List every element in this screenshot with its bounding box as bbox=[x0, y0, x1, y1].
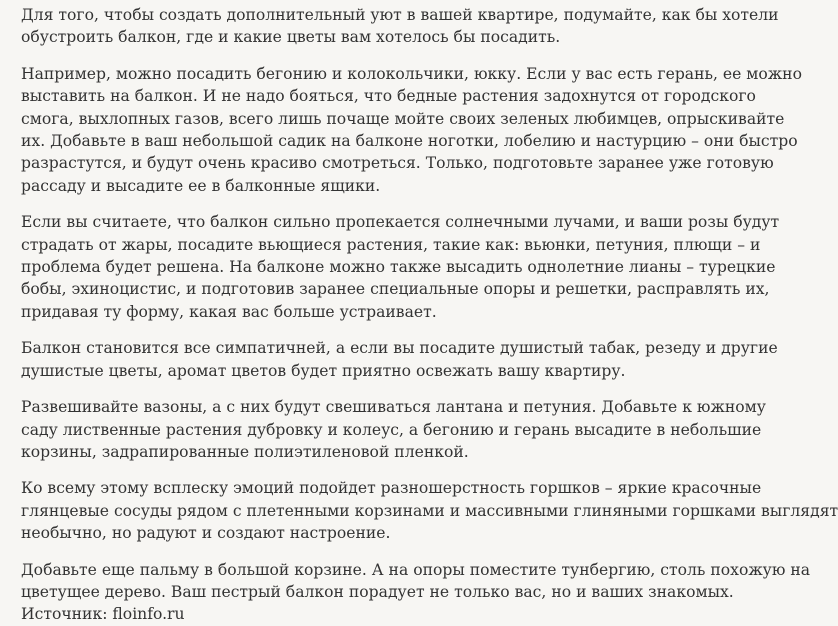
text-line: цветущее дерево. Ваш пестрый балкон порадует не только вас, но и ваших знакомых. bbox=[21, 582, 734, 601]
text-line: проблема будет решена. На балконе можно также высадить однолетние лианы – турецкие bbox=[21, 258, 776, 277]
text-line: душистые цветы, аромат цветов будет приятно освежать вашу квартиру. bbox=[21, 361, 626, 380]
text-line: рассаду и высадите ее в балконные ящики. bbox=[21, 176, 381, 195]
text-line: глянцевые сосуды рядом с плетенными корзинами и массивными глиняными горшками выглядят bbox=[21, 501, 838, 520]
text-line: Ко всему этому всплеску эмоций подойдет разношерстность горшков – яркие красочные bbox=[21, 479, 762, 498]
paragraph-palm bbox=[21, 559, 811, 626]
text-line: саду лиственные растения дубровку и колеус, а бегонию и герань высадите в небольшие bbox=[21, 420, 762, 439]
paragraph-pot-variety bbox=[21, 477, 838, 544]
text-line: выставить на балкон. И не надо бояться, что бедные растения задохнутся от городского bbox=[21, 87, 756, 106]
text-line: придавая ту форму, какая вас больше устраивает. bbox=[21, 302, 437, 321]
text-line: страдать от жары, посадите вьющиеся растения, такие как: вьюнки, петуния, плющи – и bbox=[21, 235, 761, 254]
text-line: Добавьте еще пальму в большой корзине. А на опоры поместите тунбергию, столь похожую на bbox=[21, 560, 811, 579]
paragraph-sunny-balcony bbox=[21, 211, 780, 323]
text-line: необычно, но радуют и создают настроение. bbox=[21, 524, 391, 543]
text-line: бобы, эхиноцистис, и подготовив заранее специальные опоры и решетки, расправлять их, bbox=[21, 280, 770, 299]
paragraph-hanging-pots bbox=[21, 396, 766, 463]
paragraph-intro bbox=[21, 4, 779, 49]
paragraph-begonia bbox=[21, 63, 802, 197]
text-line: Для того, чтобы создать дополнительный уют в вашей квартире, подумайте, как бы хотели bbox=[21, 6, 779, 24]
source-credit: Источник: floinfo.ru bbox=[21, 605, 185, 624]
text-line: Если вы считаете, что балкон сильно пропекается солнечными лучами, и ваши розы будут bbox=[21, 213, 780, 232]
text-line: Балкон становится все симпатичней, а если вы посадите душистый табак, резеду и другие bbox=[21, 339, 778, 358]
text-line: обустроить балкон, где и какие цветы вам хотелось бы посадить. bbox=[21, 28, 561, 47]
text-line: корзины, задрапированные полиэтиленовой пленкой. bbox=[21, 442, 469, 461]
text-line: смога, выхлопных газов, всего лишь почаще мойте своих зеленых любимцев, опрыскивайте bbox=[21, 109, 785, 128]
text-line: Например, можно посадить бегонию и колокольчики, юкку. Если у вас есть герань, ее можно bbox=[21, 64, 802, 83]
text-line: их. Добавьте в ваш небольшой садик на балконе ноготки, лобелию и настурцию – они быстро bbox=[21, 132, 798, 151]
text-line: разрастутся, и будут очень красиво смотреться. Только, подготовьте заранее уже готовую bbox=[21, 154, 774, 173]
paragraph-fragrant-flowers bbox=[21, 337, 778, 382]
text-line: Развешивайте вазоны, а с них будут свешиваться лантана и петуния. Добавьте к южному bbox=[21, 398, 766, 417]
